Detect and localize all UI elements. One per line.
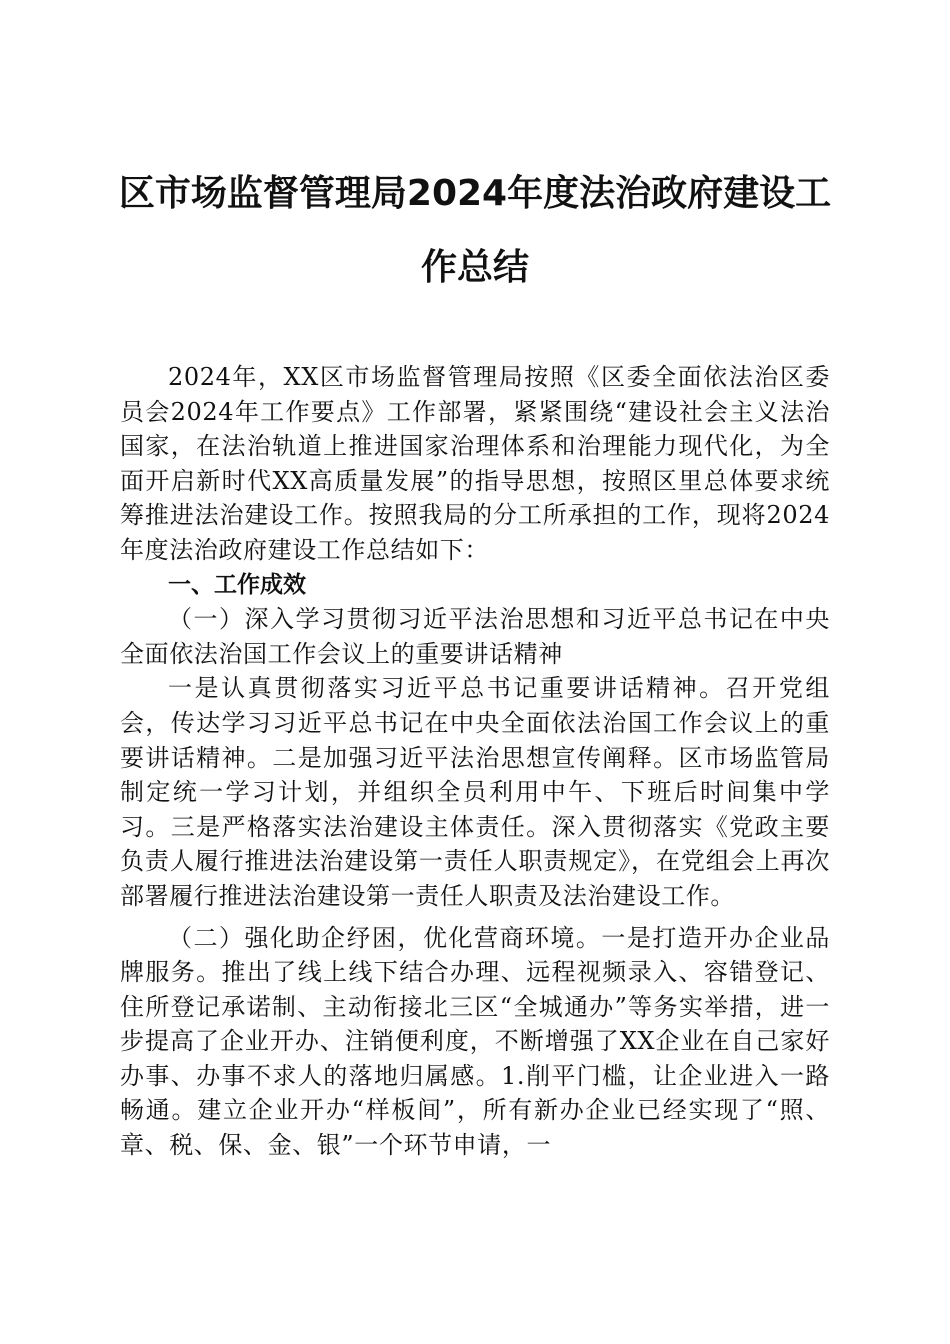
subsection-paragraph: 一是认真贯彻落实习近平总书记重要讲话精神。召开党组会，传达学习习近平总书记在中央全面依法治国工作会议上的重要讲话精神。二是加强习近平法治思想宣传阐释。区市场监管局制定统一学习计划，并组织全员利用中午、下班后时间集中学习。三是严格落实法治建设主体责任。深入贯彻落实《党政主要负责人履行推进法治建设第一责任人职责规定》，在党组会上再次部署履行推进法治建设第一责任人职责及法治建设工作。 (120, 674, 830, 910)
paragraph-spacer (120, 914, 830, 921)
subsection-paragraph-2: （二）强化助企纾困，优化营商环境。一是打造开办企业品牌服务。推出了线上线下结合办理、远程视频录入、容错登记、住所登记承诺制、主动衔接北三区“全城通办”等务实举措，进一步提高了企业开办、注销便利度，不断增强了XX企业在自己家好办事、办事不求人的落地归属感。1.削平门槛，让企业进入一路畅通。建立企业开办“样板间”，所有新办企业已经实现了“照、章、税、保、金、银”一个环节申请，一 (120, 923, 830, 1160)
document-title-line-2: 作总结 (420, 247, 529, 288)
intro-paragraph: 2024年，XX区市场监督管理局按照《区委全面依法治区委员会2024年工作要点》工作部署，紧紧围绕“建设社会主义法治国家，在法治轨道上推进国家治理体系和治理能力现代化，为全面开启新时代XX高质量发展”的指导思想，按照区里总体要求统筹推进法治建设工作。按照我局的分工所承担的工作，现将2024年度法治政府建设工作总结如下： (120, 363, 830, 564)
subsection-heading: （一）深入学习贯彻习近平法治思想和习近平总书记在中央全面依法治国工作会议上的重要讲话精神 (120, 605, 830, 668)
document-title-line-1: 区市场监督管理局2024年度法治政府建设工 (118, 173, 832, 214)
document-body (120, 360, 830, 1163)
section-heading: 一、工作成效 (168, 571, 306, 598)
